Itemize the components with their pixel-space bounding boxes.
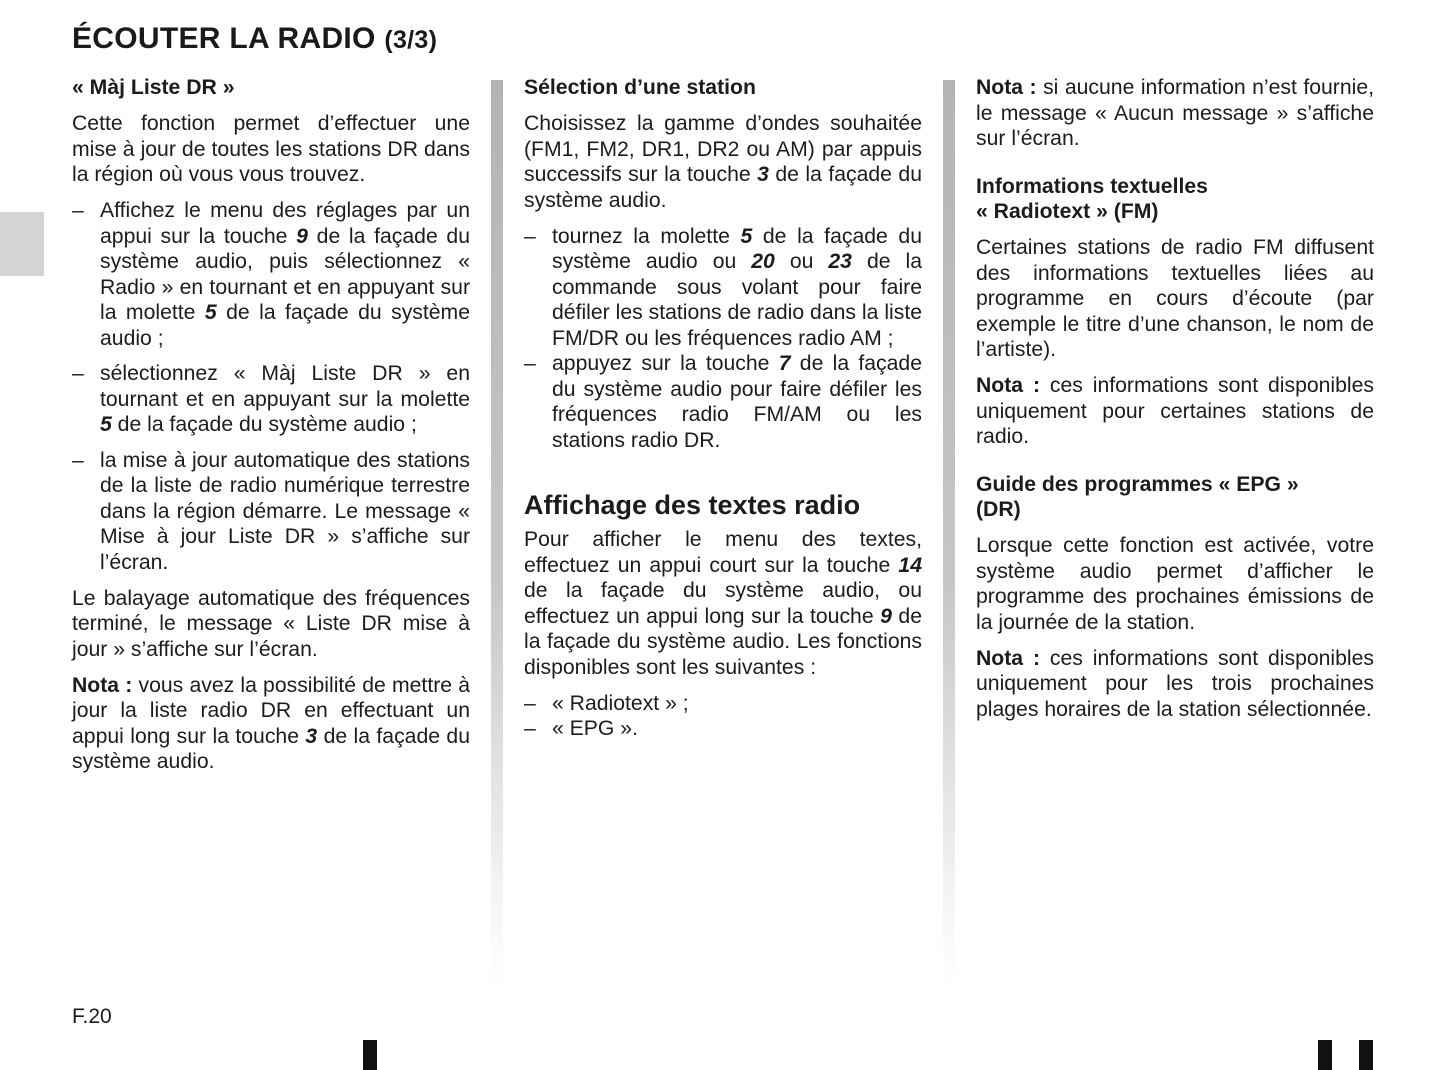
section-heading-radiotext: Informations textuelles « Radiotext » (FM): [976, 174, 1208, 223]
list-item: – sélectionnez « Màj Liste DR » en tournant et en appuyant sur la molette 5 de la façade du système audio ;: [72, 361, 470, 438]
page-title-suffix: (3/3): [384, 26, 438, 54]
paragraph-epg: Lorsque cette fonction est activée, votre système audio permet d’afficher le programme des prochaines émissions de la journée de la station.: [976, 534, 1374, 634]
note-paragraph: Nota : si aucune information n’est fournie, le message « Aucun message » s’affiche sur l’écran.: [976, 76, 1374, 150]
section-title-affichage-textes-radio: Affichage des textes radio: [524, 490, 861, 520]
note-label: Nota :: [976, 374, 1041, 397]
note-label: Nota :: [72, 673, 133, 697]
page-title: [72, 22, 437, 56]
key-number: 5: [100, 413, 112, 436]
steps-list: [524, 224, 922, 454]
paragraph-intro: Choisissez la gamme d’ondes souhaitée (FM1, FM2, DR1, DR2 ou AM) par appuis successifs sur la touche 3 de la façade du système audio.: [524, 112, 922, 212]
crop-mark-left: [363, 1040, 377, 1070]
key-number: 9: [296, 224, 308, 248]
column-1: [72, 75, 470, 785]
note-label: Nota :: [976, 76, 1037, 99]
key-number: 20: [751, 250, 775, 273]
page-number: F.20: [72, 1005, 112, 1028]
chapter-tab-marker: [0, 212, 44, 276]
column-divider-right: [943, 80, 955, 990]
column-2: [524, 75, 922, 752]
note-label: Nota :: [976, 646, 1041, 670]
list-item: – appuyez sur la touche 7 de la façade du système audio pour faire défiler les fréquences radio FM/AM ou les stations radio DR.: [524, 351, 922, 453]
list-item: – « EPG ».: [524, 716, 922, 742]
note-paragraph: Nota : vous avez la possibilité de mettre à jour la liste radio DR en effectuant un appui long sur la touche 3 de la façade du système audio.: [72, 673, 471, 773]
paragraph-after: Le balayage automatique des fréquences terminé, le message « Liste DR mise à jour » s’affiche sur l’écran.: [72, 586, 470, 661]
key-number: 14: [898, 553, 922, 577]
list-item: – Affichez le menu des réglages par un appui sur la touche 9 de la façade du système audio, puis sélectionnez « Radio » en tournant et en appuyant sur la molette 5 de la façade du système audio ;: [72, 198, 470, 351]
list-item: – la mise à jour automatique des stations de la liste de radio numérique terrestre dans la région démarre. Le message « Mise à jour Liste DR » s’affiche sur l’écran.: [72, 448, 470, 576]
list-item: – tournez la molette 5 de la façade du système audio ou 20 ou 23 de la commande sous volant pour faire défiler les stations de radio dans la liste FM/DR ou les fréquences radio AM ;: [524, 224, 922, 352]
key-number: 7: [778, 352, 791, 375]
section-heading-maj-liste-dr: « Màj Liste DR »: [72, 76, 235, 99]
column-3: [976, 75, 1374, 733]
note-paragraph: Nota : ces informations sont disponibles uniquement pour certaines stations de radio.: [976, 374, 1374, 448]
key-number: 5: [204, 301, 217, 324]
options-list: [524, 691, 922, 742]
key-number: 23: [828, 250, 852, 273]
section-heading-epg: Guide des programmes « EPG » (DR): [976, 472, 1299, 521]
steps-list: [72, 198, 470, 575]
column-divider-left: [491, 80, 503, 990]
crop-mark-right-2: [1359, 1040, 1373, 1070]
key-number: 5: [740, 224, 753, 248]
crop-mark-right-1: [1318, 1040, 1332, 1070]
key-number: 3: [757, 163, 769, 186]
note-paragraph: Nota : ces informations sont disponibles uniquement pour les trois prochaines plages horaires de la station sélectionnée.: [976, 646, 1374, 721]
page-title-text: ÉCOUTER LA RADIO: [72, 22, 376, 55]
paragraph-intro: Cette fonction permet d’effectuer une mise à jour de toutes les stations DR dans la région où vous vous trouvez.: [72, 112, 470, 186]
key-number: 3: [305, 724, 318, 748]
paragraph-radiotext: Certaines stations de radio FM diffusent des informations textuelles liées au programme en cours d’écoute (par exemple le titre d’une chanson, le nom de l’artiste).: [976, 236, 1374, 361]
paragraph-section: Pour afficher le menu des textes, effectuez un appui court sur la touche 14 de la façade du système audio, ou effectuez un appui long sur la touche 9 de la façade du système audio. Les fonctions disponibles sont les suivantes :: [524, 528, 922, 679]
list-item: – « Radiotext » ;: [524, 691, 922, 717]
section-heading-selection-station: Sélection d’une station: [524, 76, 756, 99]
key-number: 9: [880, 604, 892, 628]
